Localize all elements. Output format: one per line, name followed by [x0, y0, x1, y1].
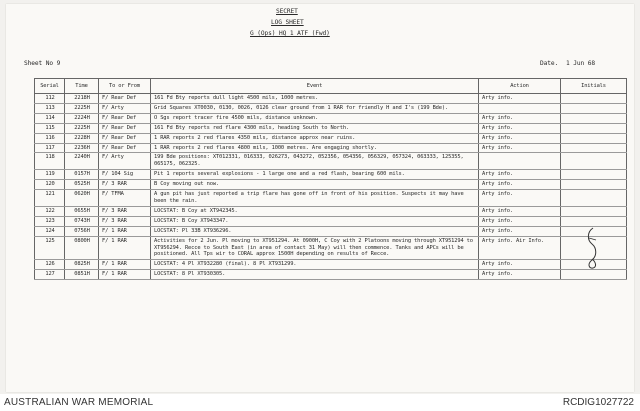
cell-time: 0655H: [65, 206, 99, 216]
cell-event: LOCSTAT: 8 Pl XT930305.: [151, 270, 479, 280]
cell-initials: [561, 123, 627, 133]
cell-time: 2218H: [65, 94, 99, 104]
cell-action: Arty info.: [479, 170, 561, 180]
table-row: [35, 226, 627, 236]
cell-serial: 115: [35, 123, 65, 133]
cell-initials: [561, 153, 627, 170]
log-table: [34, 78, 627, 280]
table-row: [35, 236, 627, 260]
cell-event: 161 Fd Bty reports red flare 4300 mils, heading South to North.: [151, 123, 479, 133]
date-label: Date.: [540, 60, 559, 67]
cell-action: [479, 153, 561, 170]
cell-time: 0800H: [65, 236, 99, 260]
cell-event: Activities for 2 Jun. Pl moving to XT951294. At 0900H, C Coy with 2 Platoons moving through XT951294 to XT956294. Recce to South East (in area of contact 31 May) will then commence. Tanks and APCs will be positioned. All Tps wir to CORAL approx 1500H depending on results of Recce.: [151, 236, 479, 260]
cell-event: Grid Squares XT0030, 0130, 0026, 0126 clear ground from 1 RAR for friendly H and I's (199 Bde).: [151, 103, 479, 113]
cell-initials: [561, 190, 627, 207]
cell-serial: 121: [35, 190, 65, 207]
table-row: [35, 190, 627, 207]
sheet-number: Sheet No 9: [24, 60, 61, 67]
cell-to-from: F/ 1 RAR: [99, 236, 151, 260]
cell-serial: 112: [35, 94, 65, 104]
table-row: [35, 153, 627, 170]
cell-event: 199 Bde positions: XT012331, 016333, 026273, 043272, 052356, 054356, 056329, 057324, 063333, 125355, 065175, 062325.: [151, 153, 479, 170]
cell-time: 0825H: [65, 260, 99, 270]
footer-reference-id: RCDIG1027722: [562, 397, 634, 408]
table-row: [35, 170, 627, 180]
cell-to-from: F/ 3 RAR: [99, 216, 151, 226]
table-row: [35, 94, 627, 104]
cell-serial: 126: [35, 260, 65, 270]
cell-time: 0756H: [65, 226, 99, 236]
cell-to-from: F/ Rear Def: [99, 113, 151, 123]
cell-time: 0851H: [65, 270, 99, 280]
cell-action: Arty info.: [479, 270, 561, 280]
cell-to-from: F/ 3 RAR: [99, 206, 151, 216]
cell-initials: [561, 143, 627, 153]
table-row: [35, 103, 627, 113]
cell-action: Arty info. Air Info.: [479, 236, 561, 260]
cell-action: Arty info.: [479, 190, 561, 207]
cell-initials: [561, 170, 627, 180]
cell-event: O Sgs report tracer fire 4500 mils, distance unknown.: [151, 113, 479, 123]
cell-event: B Coy moving out now.: [151, 180, 479, 190]
cell-action: Arty info.: [479, 94, 561, 104]
footer-archive-name: AUSTRALIAN WAR MEMORIAL: [4, 397, 154, 408]
cell-serial: 119: [35, 170, 65, 180]
footer-bar: [0, 394, 640, 411]
table-row: [35, 216, 627, 226]
cell-time: 0157H: [65, 170, 99, 180]
cell-serial: 113: [35, 103, 65, 113]
table-row: [35, 133, 627, 143]
cell-serial: 116: [35, 133, 65, 143]
cell-to-from: F/ TFMA: [99, 190, 151, 207]
cell-event: 161 Fd Bty reports dull light 4500 mils, 1000 metres.: [151, 94, 479, 104]
column-header-to-from: To or From: [99, 79, 151, 94]
column-header-initials: Initials: [561, 79, 627, 94]
log-table-body: [35, 94, 627, 280]
cell-event: LOCSTAT: B Coy XT943347.: [151, 216, 479, 226]
cell-action: Arty info.: [479, 216, 561, 226]
table-row: [35, 113, 627, 123]
cell-action: Arty info.: [479, 143, 561, 153]
cell-event: 1 RAR reports 2 red flares 4800 mils, 1000 metres. Are engaging shortly.: [151, 143, 479, 153]
cell-event: Pit 1 reports several explosions - 1 large one and a red flash, bearing 600 mils.: [151, 170, 479, 180]
cell-event: A gun pit has just reported a trip flare has gone off in front of his position. Suspects it may have been the rain.: [151, 190, 479, 207]
cell-time: 0525H: [65, 180, 99, 190]
cell-to-from: F/ Rear Def: [99, 94, 151, 104]
cell-to-from: F/ 3 RAR: [99, 180, 151, 190]
unit-label: G (Ops) HQ 1 ATF (Fwd): [250, 30, 330, 37]
cell-serial: 127: [35, 270, 65, 280]
cell-to-from: F/ 1 RAR: [99, 260, 151, 270]
cell-time: 0743H: [65, 216, 99, 226]
table-header-row: [35, 79, 627, 94]
page-title: LOG SHEET: [271, 19, 304, 26]
cell-initials: [561, 216, 627, 226]
handwritten-initials-mark: [584, 226, 600, 270]
classification-label: SECRET: [276, 8, 298, 15]
cell-time: 2240H: [65, 153, 99, 170]
table-row: [35, 180, 627, 190]
cell-initials: [561, 103, 627, 113]
cell-serial: 114: [35, 113, 65, 123]
column-header-serial: Serial: [35, 79, 65, 94]
cell-action: Arty info.: [479, 206, 561, 216]
cell-to-from: F/ Arty: [99, 103, 151, 113]
cell-action: Arty info.: [479, 123, 561, 133]
cell-action: Arty info.: [479, 226, 561, 236]
cell-time: 0620H: [65, 190, 99, 207]
cell-to-from: F/ 1 RAR: [99, 270, 151, 280]
cell-initials: [561, 94, 627, 104]
table-row: [35, 206, 627, 216]
column-header-action: Action: [479, 79, 561, 94]
cell-action: Arty info.: [479, 260, 561, 270]
cell-initials: [561, 206, 627, 216]
cell-serial: 122: [35, 206, 65, 216]
cell-time: 2228H: [65, 133, 99, 143]
cell-to-from: F/ Arty: [99, 153, 151, 170]
column-header-event: Event: [151, 79, 479, 94]
cell-serial: 120: [35, 180, 65, 190]
column-header-time: Time: [65, 79, 99, 94]
cell-action: Arty info.: [479, 180, 561, 190]
cell-event: 1 RAR reports 2 red flares 4350 mils, distance approx near ruins.: [151, 133, 479, 143]
cell-action: Arty info.: [479, 133, 561, 143]
cell-action: Arty info.: [479, 113, 561, 123]
cell-to-from: F/ 104 Sig: [99, 170, 151, 180]
cell-time: 2225H: [65, 103, 99, 113]
cell-to-from: F/ 1 RAR: [99, 226, 151, 236]
log-sheet-page: [6, 4, 634, 392]
cell-serial: 117: [35, 143, 65, 153]
cell-serial: 124: [35, 226, 65, 236]
cell-serial: 125: [35, 236, 65, 260]
cell-time: 2236H: [65, 143, 99, 153]
cell-initials: [561, 113, 627, 123]
table-row: [35, 123, 627, 133]
table-row: [35, 270, 627, 280]
cell-time: 2225H: [65, 123, 99, 133]
cell-to-from: F/ Rear Def: [99, 123, 151, 133]
table-row: [35, 260, 627, 270]
cell-initials: [561, 133, 627, 143]
cell-event: LOCSTAT: 4 Pl XT932280 (final). 8 Pl XT931299.: [151, 260, 479, 270]
cell-serial: 118: [35, 153, 65, 170]
cell-initials: [561, 180, 627, 190]
cell-to-from: F/ Rear Def: [99, 133, 151, 143]
cell-initials: [561, 270, 627, 280]
cell-event: LOCSTAT: B Coy at XT942345.: [151, 206, 479, 216]
cell-action: [479, 103, 561, 113]
table-row: [35, 143, 627, 153]
cell-to-from: F/ Rear Def: [99, 143, 151, 153]
cell-serial: 123: [35, 216, 65, 226]
date-value: 1 Jun 68: [566, 60, 596, 67]
cell-event: LOCSTAT: Pl 33B XT936296.: [151, 226, 479, 236]
cell-time: 2224H: [65, 113, 99, 123]
